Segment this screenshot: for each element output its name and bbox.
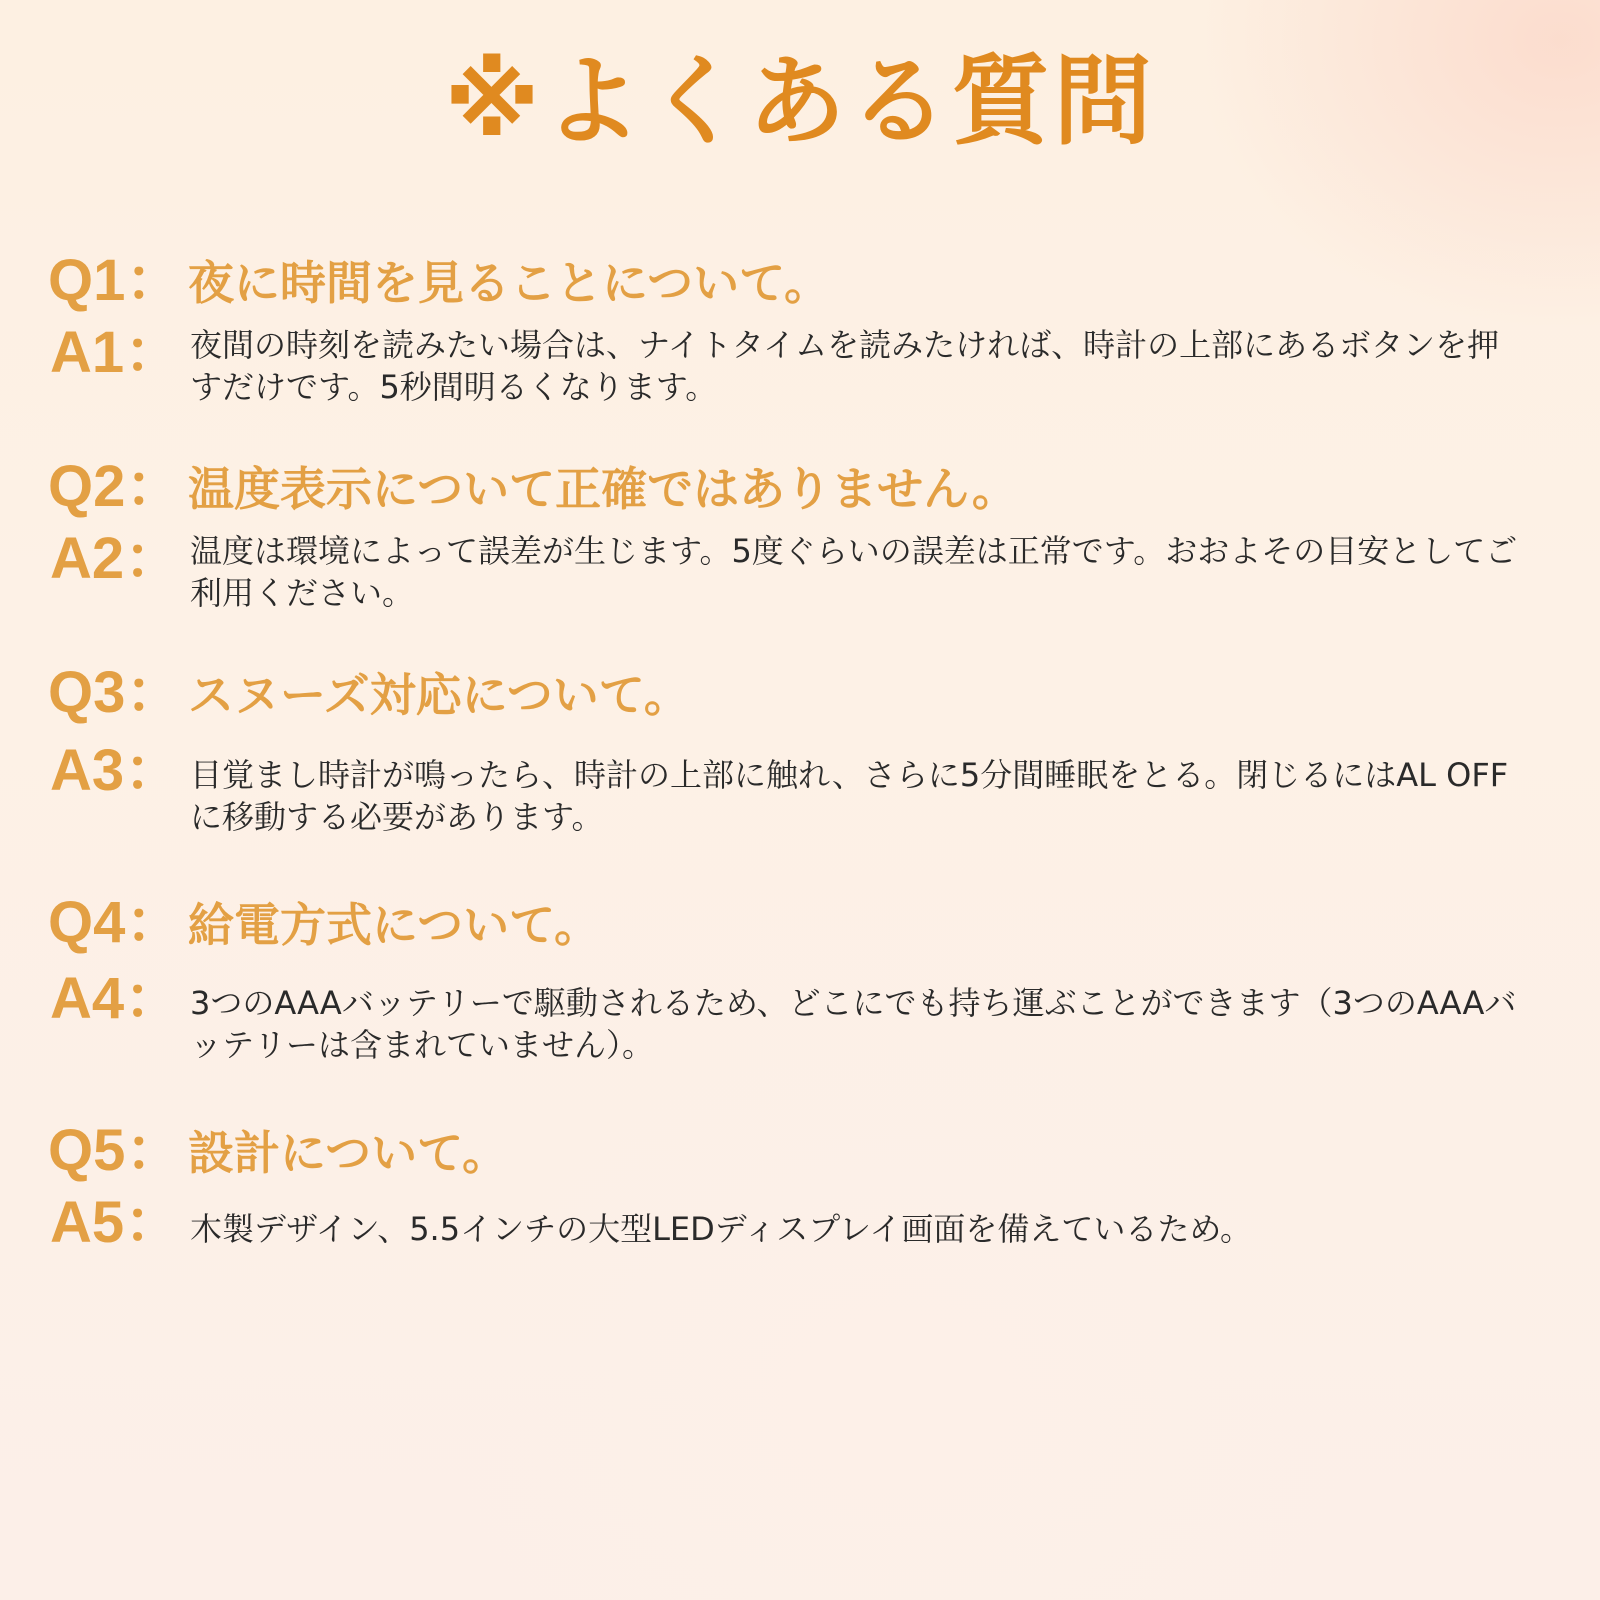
faq-item-3 [0, 658, 1600, 836]
question-text: スヌーズ対応について。 [188, 668, 690, 722]
answer-label: A2： [50, 526, 183, 591]
faq-item-1 [0, 246, 1600, 406]
question-label: Q3： [48, 660, 184, 725]
faq-item-4 [0, 888, 1600, 1064]
question-text: 夜に時間を見ることについて。 [188, 256, 831, 310]
question-label: Q1： [48, 248, 184, 313]
question-row [0, 452, 1600, 522]
question-row [0, 246, 1600, 316]
question-text: 温度表示について正確ではありません。 [188, 462, 1018, 516]
answer-label: A1： [50, 320, 183, 385]
question-row [0, 658, 1600, 728]
question-label: Q5： [48, 1118, 184, 1183]
question-label: Q4： [48, 890, 184, 955]
answer-text: 夜間の時刻を読みたい場合は、ナイトタイムを読みたければ、時計の上部にあるボタンを押すだけです。5秒間明るくなります。 [190, 326, 1500, 406]
question-row [0, 888, 1600, 958]
answer-text: 温度は環境によって誤差が生じます。5度ぐらいの誤差は正常です。おおよその目安としてご利用ください。 [190, 532, 1518, 612]
answer-text: 3つのAAAバッテリーで駆動されるため、どこにでも持ち運ぶことができます（3つのAAAバッテリーは含まれていません）。 [190, 984, 1517, 1064]
question-text: 設計について。 [188, 1126, 509, 1180]
answer-label: A3： [50, 738, 183, 803]
faq-item-2 [0, 452, 1600, 612]
question-label: Q2： [48, 454, 184, 519]
question-row [0, 1116, 1600, 1186]
page-title: ※よくある質問 [444, 45, 1156, 159]
answer-label: A5： [50, 1190, 183, 1255]
answer-label: A4： [50, 966, 183, 1031]
answer-text: 目覚まし時計が鳴ったら、時計の上部に触れ、さらに5分間睡眠をとる。閉じるにはAL OFFに移動する必要があります。 [190, 756, 1509, 836]
faq-item-5 [0, 1116, 1600, 1255]
answer-text: 木製デザイン、5.5インチの大型LEDディスプレイ画面を備えているため。 [190, 1210, 1253, 1248]
question-text: 給電方式について。 [188, 898, 601, 952]
